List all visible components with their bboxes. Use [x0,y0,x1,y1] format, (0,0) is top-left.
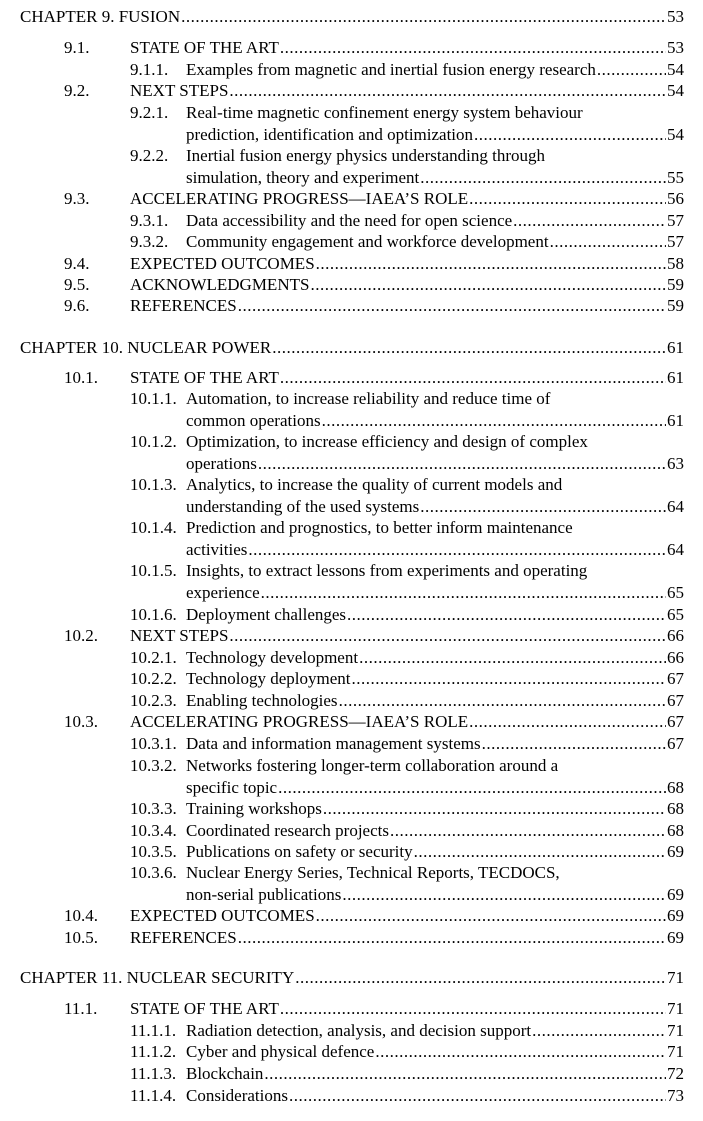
toc-leader-line [186,231,684,253]
toc-leader-line [186,884,684,906]
toc-section-number: 10.1.3. [130,475,177,494]
toc-page-number: 69 [667,842,684,861]
toc-section-number: 10.1.5. [130,561,177,580]
dot-leader [482,733,666,755]
dot-leader [375,1041,666,1063]
toc-leader-line [186,733,684,755]
dot-leader [261,582,666,604]
dot-leader [597,59,666,81]
toc-entry-title: Inertial fusion energy physics understanding through [186,146,545,165]
toc-leader-line [130,253,684,275]
toc-page-number: 67 [667,734,684,753]
toc-entry [0,560,703,604]
toc-leader-line [186,539,684,561]
toc-page-number: 71 [667,1042,684,1061]
toc-leader-line [130,905,684,927]
toc-leader-line [20,967,684,989]
toc-page-number: 63 [667,454,684,473]
toc-entry-title: REFERENCES [130,296,237,315]
toc-section-number: 11.1.2. [130,1042,177,1061]
toc-entry-title: Publications on safety or security [186,842,413,861]
toc-page-number: 65 [667,583,684,602]
toc-leader-line [186,1020,684,1042]
toc-entry [0,474,703,518]
toc-page-number: 71 [667,1021,684,1040]
dot-leader [310,274,666,296]
toc-page-number: 67 [667,669,684,688]
toc-page-number: 66 [667,648,684,667]
toc-entry-title: Radiation detection, analysis, and decision support [186,1021,532,1040]
toc-section-number: 10.3.2. [130,756,177,775]
toc-entry-title: Networks fostering longer-term collaboration around a [186,756,559,775]
dot-leader [390,820,666,842]
toc-entry [0,604,703,626]
toc-entry [0,711,703,733]
dot-leader [295,967,666,989]
toc-section-number: 10.3.6. [130,863,177,882]
toc-leader-line [186,1063,684,1085]
dot-leader [289,1085,666,1107]
toc-leader-line [130,295,684,317]
toc-page-number: 64 [667,540,684,559]
toc-section-number: 9.2.2. [130,146,169,165]
toc-entry-title: Nuclear Energy Series, Technical Reports, TECDOCS, [186,863,560,882]
toc-entry [0,1020,703,1042]
toc-entry [0,798,703,820]
toc-page-number: 58 [667,254,684,273]
toc-entry [0,431,703,475]
toc-section-number: 9.4. [64,254,90,273]
toc-leader-line [186,777,684,799]
toc-entry-title: Prediction and prognostics, to better inform maintenance [186,518,573,537]
toc-entry-title: EXPECTED OUTCOMES [130,254,315,273]
toc-entry-title: Insights, to extract lessons from experiments and operating [186,561,588,580]
toc-page-number: 68 [667,799,684,818]
toc-leader-line [130,998,684,1020]
toc-entry [0,647,703,669]
toc-entry-title: Training workshops [186,799,322,818]
dot-leader [272,337,666,359]
toc-entry-title-continued: prediction, identification and optimization [186,125,474,144]
dot-leader [532,1020,666,1042]
toc-entry-title: STATE OF THE ART [130,38,279,57]
toc-entry [0,1063,703,1085]
toc-page-number: 54 [667,125,684,144]
toc-page-number: 57 [667,211,684,230]
toc-leader-line [130,274,684,296]
toc-section-number: 10.3.3. [130,799,177,818]
dot-leader [238,927,666,949]
toc-page-number: 61 [667,411,684,430]
toc-leader-line [130,711,684,733]
toc-entry-title: Analytics, to increase the quality of current models and [186,475,563,494]
toc-entry-title: Considerations [186,1086,288,1105]
toc-leader-line [186,124,684,146]
toc-entry-title: Data and information management systems [186,734,481,753]
toc-entry [0,188,703,210]
toc-leader-line [186,820,684,842]
dot-leader [229,625,666,647]
toc-entry-title-continued: non-serial publications [186,885,342,904]
toc-section-number: 10.2.3. [130,691,177,710]
toc-entry-title: CHAPTER 9. FUSION [20,7,181,26]
toc-entry-title: ACKNOWLEDGMENTS [130,275,310,294]
toc-page-number: 57 [667,232,684,251]
dot-leader [420,496,666,518]
toc-section-number: 11.1.3. [130,1064,177,1083]
toc-section-number: 10.3.1. [130,734,177,753]
toc-section-number: 9.3.1. [130,211,169,230]
toc-leader-line [186,798,684,820]
toc-section-number: 9.2.1. [130,103,169,122]
dot-leader [550,231,666,253]
toc-entry-title-continued: specific topic [186,778,278,797]
toc-entry [0,1041,703,1063]
toc-entry [0,37,703,59]
toc-entry-title: ACCELERATING PROGRESS—IAEA’S ROLE [130,712,469,731]
toc-entry-title-continued: understanding of the used systems [186,497,420,516]
toc-page-number: 61 [667,368,684,387]
toc-leader-line [186,59,684,81]
toc-section-number: 10.1.2. [130,432,177,451]
toc-section-number: 10.1.4. [130,518,177,537]
toc-entry-title: Community engagement and workforce development [186,232,549,251]
toc-entry-title-continued: experience [186,583,260,602]
toc-section-number: 10.2. [64,626,98,645]
toc-leader-line [186,1041,684,1063]
toc-page-number: 64 [667,497,684,516]
toc-page-number: 72 [667,1064,684,1083]
toc-entry [0,253,703,275]
toc-entry [0,690,703,712]
toc-section-number: 9.5. [64,275,90,294]
toc-section-number: 10.3.4. [130,821,177,840]
toc-page-number: 54 [667,81,684,100]
toc-entry [0,755,703,799]
dot-leader [280,367,666,389]
toc-leader-line [186,167,684,189]
dot-leader [248,539,666,561]
toc-section-number: 11.1.1. [130,1021,177,1040]
toc-section-number: 11.1.4. [130,1086,177,1105]
toc-leader-line [130,37,684,59]
toc-entry-title: Cyber and physical defence [186,1042,375,1061]
toc-entry [0,1085,703,1107]
toc-entry-title: Optimization, to increase efficiency and design of complex [186,432,588,451]
toc-entry-title-continued: common operations [186,411,321,430]
toc-leader-line [130,188,684,210]
toc-entry-title: Deployment challenges [186,605,347,624]
toc-entry [0,274,703,296]
toc-entry [0,388,703,432]
toc-page-number: 73 [667,1086,684,1105]
toc-entry [0,905,703,927]
toc-section-number: 9.6. [64,296,90,315]
toc-entry [0,862,703,906]
toc-section-number: 10.2.2. [130,669,177,688]
toc-section-number: 10.1. [64,368,98,387]
toc-page-number: 53 [667,38,684,57]
dot-leader [238,295,666,317]
toc-leader-line [186,453,684,475]
dot-leader [316,253,666,275]
dot-leader [339,690,666,712]
toc-page-number: 69 [667,906,684,925]
toc-entry-title-continued: simulation, theory and experiment [186,168,420,187]
dot-leader [420,167,666,189]
toc-entry [0,841,703,863]
toc-entry [0,231,703,253]
toc-leader-line [130,80,684,102]
toc-entry [0,927,703,949]
toc-entry [0,102,703,146]
toc-leader-line [186,496,684,518]
toc-page-number: 71 [667,999,684,1018]
toc-entry-title: STATE OF THE ART [130,368,279,387]
dot-leader [342,884,666,906]
toc-entry [0,59,703,81]
toc-entry-title: NEXT STEPS [130,81,229,100]
toc-section-number: 10.3.5. [130,842,177,861]
toc-page-number: 65 [667,605,684,624]
toc-leader-line [186,690,684,712]
toc-page-number: 71 [667,968,684,987]
toc-leader-line [186,647,684,669]
toc-section-number: 11.1. [64,999,98,1018]
toc-entry-title: CHAPTER 10. NUCLEAR POWER [20,338,272,357]
toc-leader-line [186,604,684,626]
toc-entry-title: CHAPTER 11. NUCLEAR SECURITY [20,968,295,987]
toc-entry-title: Blockchain [186,1064,264,1083]
toc-entry-title: Automation, to increase reliability and reduce time of [186,389,551,408]
toc-page-number: 69 [667,928,684,947]
toc-page-number: 56 [667,189,684,208]
dot-leader [414,841,666,863]
dot-leader [474,124,666,146]
toc-page-number: 67 [667,691,684,710]
dot-leader [347,604,666,626]
toc-section-number: 9.3. [64,189,90,208]
dot-leader [316,905,666,927]
toc-leader-line [20,6,684,28]
toc-entry-title: Real-time magnetic confinement energy system behaviour [186,103,583,122]
dot-leader [258,453,666,475]
toc-entry-title: EXPECTED OUTCOMES [130,906,315,925]
toc-page-number: 69 [667,885,684,904]
toc-entry-title: Enabling technologies [186,691,338,710]
toc-entry [0,733,703,755]
toc-entry-title: Data accessibility and the need for open science [186,211,513,230]
toc-section-number: 10.3. [64,712,98,731]
toc-entry [0,998,703,1020]
toc-entry [0,820,703,842]
toc-entry-title-continued: operations [186,454,257,473]
toc-section-number: 9.1. [64,38,90,57]
toc-leader-line [186,582,684,604]
toc-entry-title: STATE OF THE ART [130,999,279,1018]
toc-entry [0,337,703,359]
toc-section-number: 10.2.1. [130,648,177,667]
toc-entry-title: Technology deployment [186,669,351,688]
toc-page-number: 54 [667,60,684,79]
toc-leader-line [130,927,684,949]
dot-leader [359,647,666,669]
toc-entry [0,517,703,561]
dot-leader [229,80,666,102]
toc-entry [0,295,703,317]
dot-leader [280,37,666,59]
toc-page-number: 61 [667,338,684,357]
dot-leader [322,410,666,432]
toc-page-number: 68 [667,778,684,797]
dot-leader [352,668,666,690]
toc-page-number: 55 [667,168,684,187]
toc-entry-title: Examples from magnetic and inertial fusion energy research [186,60,596,79]
toc-entry-title: Technology development [186,648,359,667]
toc-entry-title: Coordinated research projects [186,821,389,840]
dot-leader [264,1063,666,1085]
toc-leader-line [186,210,684,232]
dot-leader [469,188,666,210]
toc-section-number: 9.3.2. [130,232,169,251]
toc-page-number: 66 [667,626,684,645]
toc-entry [0,6,703,28]
dot-leader [513,210,666,232]
toc-section-number: 10.1.1. [130,389,177,408]
toc-page-number: 59 [667,275,684,294]
toc-entry [0,367,703,389]
dot-leader [323,798,666,820]
toc-entry-title-continued: activities [186,540,248,559]
dot-leader [278,777,666,799]
toc-entry-title: ACCELERATING PROGRESS—IAEA’S ROLE [130,189,469,208]
toc-section-number: 9.2. [64,81,90,100]
toc-entry [0,210,703,232]
toc-leader-line [20,337,684,359]
toc-leader-line [186,668,684,690]
dot-leader [280,998,666,1020]
toc-page-number: 59 [667,296,684,315]
toc-leader-line [130,625,684,647]
toc-entry [0,625,703,647]
toc-leader-line [186,841,684,863]
toc-section-number: 10.5. [64,928,98,947]
toc-page-number: 53 [667,7,684,26]
toc-section-number: 9.1.1. [130,60,169,79]
dot-leader [181,6,666,28]
toc-section-number: 10.4. [64,906,98,925]
toc-leader-line [186,1085,684,1107]
toc-entry [0,967,703,989]
toc-entry [0,80,703,102]
toc-leader-line [186,410,684,432]
toc-entry-title: REFERENCES [130,928,237,947]
toc-entry [0,145,703,189]
toc-entry-title: NEXT STEPS [130,626,229,645]
toc-section-number: 10.1.6. [130,605,177,624]
dot-leader [469,711,666,733]
toc-entry [0,668,703,690]
toc-page-number: 67 [667,712,684,731]
toc-leader-line [130,367,684,389]
toc-page-number: 68 [667,821,684,840]
